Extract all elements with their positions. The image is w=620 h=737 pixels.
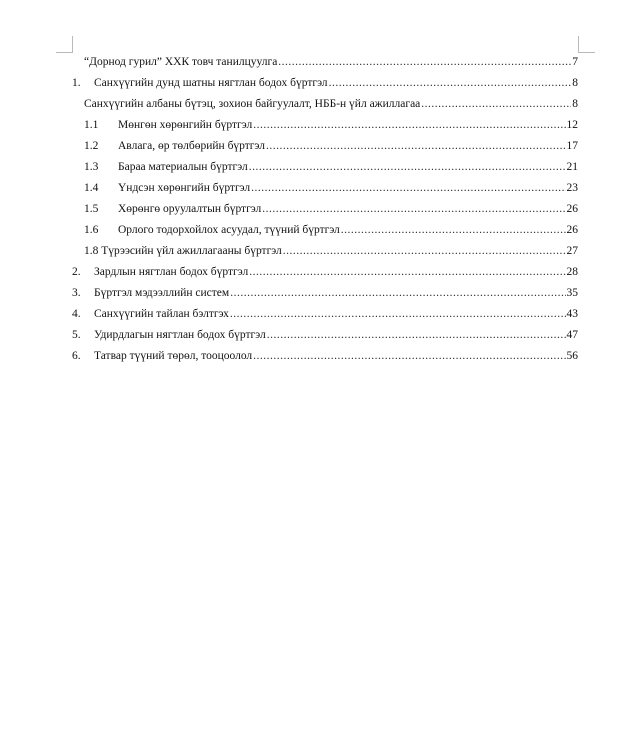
- toc-page-number: 17: [566, 140, 578, 152]
- toc-entry-number: 1.3: [84, 161, 99, 173]
- toc-entry-5[interactable]: [72, 327, 578, 343]
- toc-entry-1-5[interactable]: [84, 201, 578, 217]
- toc-entry-1-4[interactable]: [84, 180, 578, 196]
- toc-page-number: 26: [566, 224, 578, 236]
- toc-leader: [230, 285, 565, 301]
- toc-leader: [421, 96, 571, 112]
- toc-page-number: 56: [566, 350, 578, 362]
- toc-entry-6[interactable]: [72, 348, 578, 364]
- toc-leader: [249, 159, 566, 175]
- toc-entry-number: 6.: [72, 350, 81, 362]
- toc-entry-number: 4.: [72, 308, 81, 320]
- toc-entry-number: 1.2: [84, 140, 99, 152]
- toc-leader: [249, 264, 565, 280]
- toc-entry-1-8[interactable]: [84, 243, 578, 259]
- toc-leader: [253, 348, 565, 364]
- toc-page-number: 35: [566, 287, 578, 299]
- toc-entry-title: Татвар түүний төрөл, тооцоолол: [94, 350, 253, 362]
- toc-entry-number: 1.6: [84, 224, 99, 236]
- toc-entry-title: Зардлын нягтлан бодох бүртгэл: [94, 266, 249, 278]
- toc-leader: [341, 222, 566, 238]
- crop-mark-top-left: [56, 36, 73, 53]
- toc-entry-1-3[interactable]: [84, 159, 578, 175]
- toc-entry-number: 3.: [72, 287, 81, 299]
- toc-leader: [278, 54, 571, 70]
- toc-leader: [253, 117, 565, 133]
- toc-entry-title: 1.8 Түрээсийн үйл ажиллагааны бүртгэл: [84, 245, 282, 257]
- toc-entry-title: Орлого тодорхойлох асуудал, түүний бүртгэл: [118, 224, 340, 236]
- toc-entry-title: Үндсэн хөрөнгийн бүртгэл: [118, 182, 251, 194]
- toc-page-number: 23: [566, 182, 578, 194]
- toc-entry-title: Мөнгөн хөрөнгийн бүртгэл: [118, 119, 253, 131]
- toc-entry-title: “Дорнод гурил” ХХК товч танилцуулга: [84, 56, 278, 68]
- toc-page-number: 8: [572, 98, 578, 110]
- toc-page-number: 47: [566, 329, 578, 341]
- toc-page-number: 43: [566, 308, 578, 320]
- toc-entry-number: 1.4: [84, 182, 99, 194]
- toc-entry-number: 2.: [72, 266, 81, 278]
- toc-entry-title: Бүртгэл мэдээллийн систем: [94, 287, 230, 299]
- toc-entry-intro[interactable]: [84, 54, 578, 70]
- toc-page-number: 7: [572, 56, 578, 68]
- toc-entry-title: Санхүүгийн дунд шатны нягтлан бодох бүртгэл: [94, 77, 328, 89]
- toc-leader: [251, 180, 565, 196]
- toc-leader: [329, 75, 572, 91]
- toc-leader: [230, 306, 566, 322]
- toc-page-number: 28: [566, 266, 578, 278]
- toc-entry-1[interactable]: [72, 75, 578, 91]
- toc-page-number: 27: [566, 245, 578, 257]
- toc-entry-title: Санхүүгийн албаны бүтэц, зохион байгуулалт, НББ-н үйл ажиллагаа: [84, 98, 421, 110]
- toc-entry-title: Хөрөнгө оруулалтын бүртгэл: [118, 203, 262, 215]
- toc-entry-title: Санхүүгийн тайлан бэлтгэх: [94, 308, 229, 320]
- toc-entry-title: Бараа материалын бүртгэл: [118, 161, 248, 173]
- toc-entry-title: Удирдлагын нягтлан бодох бүртгэл: [94, 329, 266, 341]
- toc-entry-number: 1.1: [84, 119, 99, 131]
- toc-page-number: 26: [566, 203, 578, 215]
- toc-leader: [262, 201, 565, 217]
- toc-entry-number: 1.5: [84, 203, 99, 215]
- toc-entry-2[interactable]: [72, 264, 578, 280]
- crop-mark-top-right: [578, 36, 595, 53]
- toc-leader: [267, 327, 566, 343]
- toc-leader: [283, 243, 566, 259]
- toc-page-number: 21: [566, 161, 578, 173]
- toc-page-number: 8: [572, 77, 578, 89]
- toc-page-number: 12: [566, 119, 578, 131]
- toc-entry-3[interactable]: [72, 285, 578, 301]
- toc-entry-4[interactable]: [72, 306, 578, 322]
- toc-entry-finance-dept[interactable]: [84, 96, 578, 112]
- toc-entry-title: Авлага, өр төлбөрийн бүртгэл: [118, 140, 265, 152]
- toc-entry-1-6[interactable]: [84, 222, 578, 238]
- toc-entry-number: 5.: [72, 329, 81, 341]
- toc-entry-number: 1.: [72, 77, 81, 89]
- toc-entry-1-2[interactable]: [84, 138, 578, 154]
- toc-entry-1-1[interactable]: [84, 117, 578, 133]
- toc-leader: [266, 138, 566, 154]
